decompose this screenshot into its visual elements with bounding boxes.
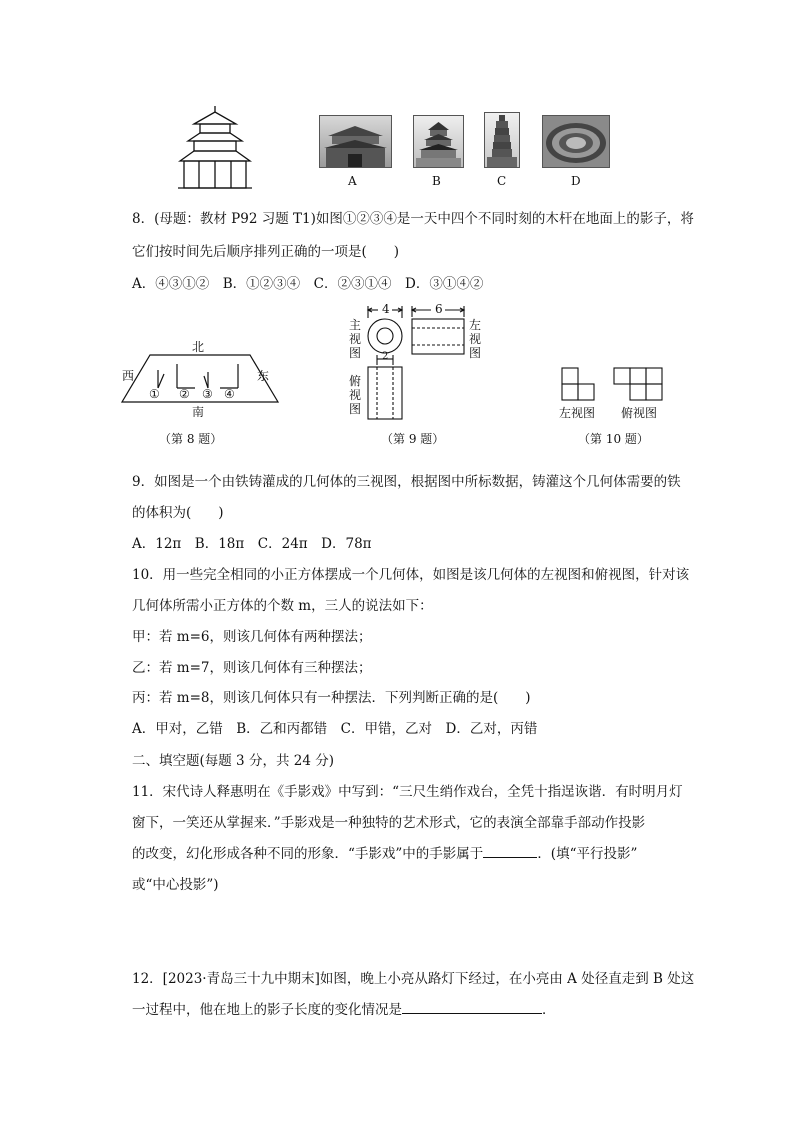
q10-options: A．甲对，乙错 B．乙和丙都错 C．甲错，乙对 D．乙对，丙错 [132, 721, 538, 737]
fig9 [345, 300, 495, 425]
q11-line1: 11．宋代诗人释惠明在《手影戏》中写到：“三尺生绡作戏台，全凭十指逞诙谐．有时明月灯 [132, 784, 683, 800]
fig8-south-label: 南 [192, 405, 205, 419]
fig9-dim-outer: 4 [382, 302, 390, 316]
q8-options: A．④③①② B．①②③④ C．②③①④ D．③①④② [132, 276, 484, 292]
q11-answer-blank[interactable] [483, 843, 537, 858]
fig8-west-label: 西 [122, 369, 135, 383]
fig9-front-label-3: 图 [349, 346, 362, 360]
q11-line3-text: 的改变，幻化形成各种不同的形象．“手影戏”中的手影属于 [132, 846, 484, 862]
q10-yi: 乙：若 m=7，则该几何体有三种摆法； [132, 660, 372, 676]
option-label-c: C [497, 174, 507, 188]
q8-line1: 8．(母题：教材 P92 习题 T1)如图①②③④是一天中四个不同时刻的木杆在地面上的影子，将 [132, 211, 694, 227]
fig8-east-label: 东 [257, 369, 270, 383]
fig8-num-1: ① [149, 387, 160, 401]
fig9-left-label-2: 视 [469, 332, 482, 346]
fig9-left-label-1: 左 [469, 318, 482, 332]
photo-option-a [319, 115, 392, 168]
q9-line2: 的体积为( ) [132, 505, 224, 521]
fig8-caption: （第 8 题） [159, 432, 223, 446]
q12-line2-tail: ． [542, 1002, 556, 1018]
fig8-num-3: ③ [202, 387, 213, 401]
pagoda-drawing [176, 106, 254, 192]
q9-options: A．12π B．18π C．24π D．78π [132, 536, 372, 552]
fig8-north-label: 北 [192, 340, 205, 354]
fig9-dim-height: 6 [435, 302, 443, 316]
q11-line3-tail: ．(填“平行投影” [537, 846, 638, 862]
fig9-top-label-1: 俯 [349, 374, 362, 388]
q12-line1: 12．[2023·青岛三十九中期末]如图，晚上小亮从路灯下经过，在小亮由 A 处径直走到 B 处这 [132, 971, 695, 987]
fig9-caption: （第 9 题） [381, 432, 445, 446]
option-label-b: B [432, 174, 441, 188]
fig8-num-4: ④ [224, 387, 235, 401]
fig10-left-view-label: 左视图 [559, 406, 596, 420]
q11-line3 [132, 842, 637, 862]
q12-line2 [132, 998, 556, 1018]
q10-bing: 丙：若 m=8，则该几何体只有一种摆法．下列判断正确的是( ) [132, 690, 531, 706]
q12-answer-blank[interactable] [402, 999, 542, 1014]
section-2-title: 二、填空题(每题 3 分，共 24 分) [132, 753, 334, 769]
fig10-caption: （第 10 题） [578, 432, 649, 446]
photo-option-c [484, 112, 520, 168]
fig8 [120, 340, 280, 420]
photo-option-b [413, 115, 464, 168]
q10-line1: 10．用一些完全相同的小正方体摆成一个几何体，如图是该几何体的左视图和俯视图，针对该 [132, 567, 690, 583]
photo-option-d [542, 115, 610, 168]
fig9-front-label-1: 主 [349, 318, 362, 332]
fig10-top-view [612, 366, 666, 402]
fig9-front-label-2: 视 [349, 332, 362, 346]
q11-line2: 窗下，一笑还从掌握来．”手影戏是一种独特的艺术形式，它的表演全部靠手部动作投影 [132, 815, 646, 831]
fig9-top-label-2: 视 [349, 388, 362, 402]
option-label-a: A [348, 174, 357, 188]
q11-line4: 或“中心投影”) [132, 877, 219, 893]
fig9-top-label-3: 图 [349, 402, 362, 416]
fig10-top-view-label: 俯视图 [621, 406, 658, 420]
q9-line1: 9．如图是一个由铁铸灌成的几何体的三视图，根据图中所标数据，铸灌这个几何体需要的铁 [132, 474, 681, 490]
q10-jia: 甲：若 m=6，则该几何体有两种摆法； [132, 629, 372, 645]
q10-line2: 几何体所需小正方体的个数 m，三人的说法如下： [132, 598, 433, 614]
q12-line2-text: 一过程中，他在地上的影子长度的变化情况是 [132, 1002, 402, 1018]
q8-line2: 它们按时间先后顺序排列正确的一项是( ) [132, 244, 400, 260]
option-label-d: D [571, 174, 581, 188]
fig8-num-2: ② [179, 387, 190, 401]
fig9-dim-inner: 2 [382, 351, 389, 362]
fig10-left-view [560, 366, 600, 402]
fig9-left-label-3: 图 [469, 346, 482, 360]
